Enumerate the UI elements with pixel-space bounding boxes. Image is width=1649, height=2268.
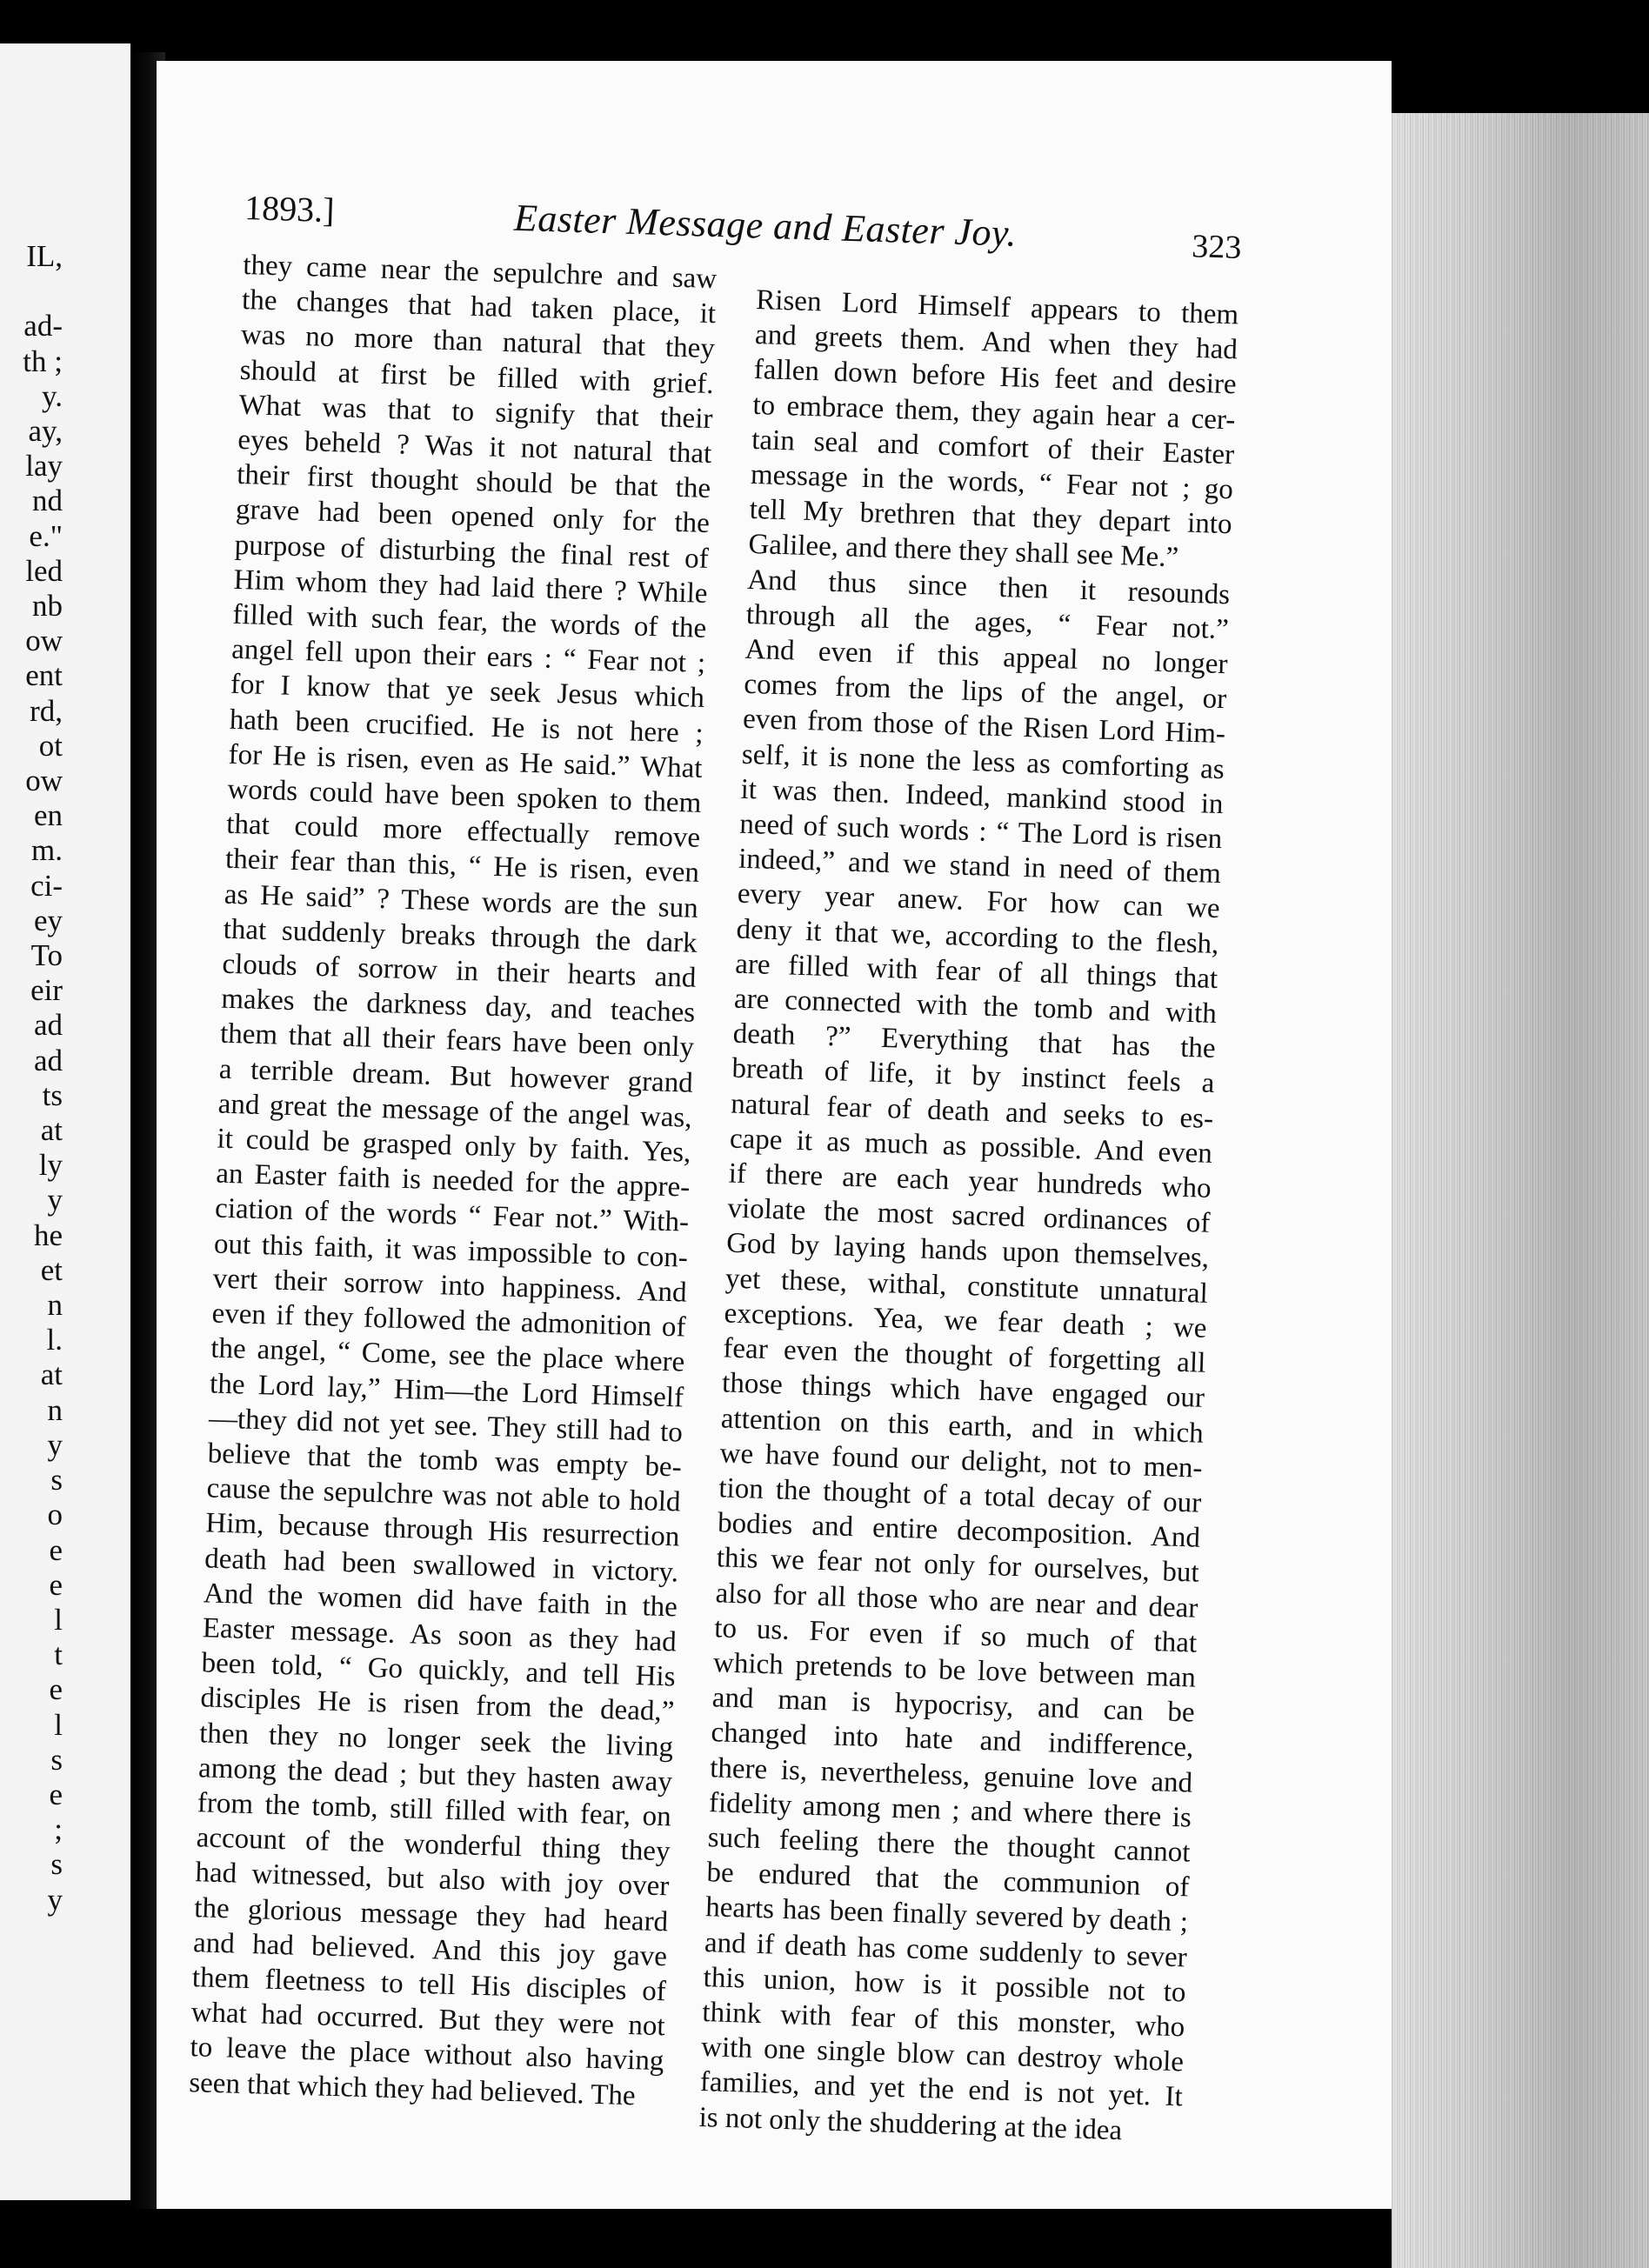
margin-fragment: s (50, 1742, 63, 1777)
text-line: need of such words : “ The Lord is risen (738, 808, 1223, 856)
text-line: hath been crucified. He is not here ; (229, 704, 704, 750)
text-line: And the women did have faith in the (203, 1578, 678, 1624)
margin-fragment: IL, (26, 239, 63, 273)
text-line: tain seal and comfort of their Easter (751, 424, 1235, 471)
text-line: the changes that had taken place, it (241, 284, 717, 330)
facing-page-margin-text (0, 239, 63, 1918)
margin-fragment: ay, (28, 414, 63, 448)
text-line: indeed,” and we stand in need of them (738, 843, 1222, 891)
text-line: are connected with the tomb and with (733, 983, 1218, 1031)
margin-fragment: ad- (23, 309, 63, 344)
text-line: attention on this earth, and in which (720, 1402, 1205, 1450)
text-line: think with fear of this monster, who (701, 1996, 1185, 2044)
text-line: comes from the lips of the angel, or (743, 669, 1227, 716)
text-line: disciples He is risen from the dead,” (199, 1682, 675, 1728)
text-line: it could be grasped only by faith. Yes, (217, 1123, 691, 1169)
text-line: God by laying hands upon themselves, (725, 1227, 1210, 1275)
margin-fragment: e." (29, 518, 63, 553)
text-line: And thus since then it resounds (746, 564, 1231, 610)
text-line: their fear than this, “ He is risen, even (224, 844, 700, 890)
text-line: for I know that ye seek Jesus which (230, 669, 705, 715)
margin-fragment: he (33, 1217, 63, 1252)
text-line: this union, how is it possible not to (703, 1961, 1187, 2009)
text-line: natural fear of death and seeks to es- (730, 1088, 1214, 1135)
text-line: makes the darkness day, and teaches (220, 983, 696, 1030)
margin-fragment: en (33, 798, 63, 833)
margin-fragment: l. (46, 1323, 63, 1357)
text-line: even if they followed the admonition of (211, 1297, 686, 1344)
margin-fragment: ad (33, 1043, 63, 1077)
margin-fragment: n (47, 1392, 63, 1427)
text-line: that suddenly breaks through the dark (223, 913, 698, 959)
text-line: tion the thought of a total decay of our (718, 1472, 1202, 1519)
margin-fragment: led (25, 553, 63, 588)
text-line: and great the message of the angel was, (217, 1088, 693, 1134)
text-line: account of the wonderful thing they (196, 1822, 671, 1868)
text-line: this we fear not only for ourselves, but (716, 1542, 1200, 1590)
text-line: Him, because through His resurrection (204, 1507, 680, 1553)
text-line: the Lord lay,” Him—the Lord Himself (209, 1367, 684, 1414)
margin-fragment: eir (30, 973, 63, 1008)
text-line: and had believed. And this joy gave (192, 1926, 668, 1973)
running-head-year: 1893.] (244, 187, 336, 230)
margin-fragment: et (40, 1252, 63, 1287)
margin-fragment: y. (42, 378, 63, 413)
text-line: deny it that we, according to the flesh, (736, 913, 1219, 960)
text-line: those things which have engaged our (721, 1367, 1205, 1415)
text-line: a terrible dream. But however grand (218, 1053, 694, 1099)
text-line: there is, nevertheless, genuine love and (709, 1751, 1193, 1799)
text-line: then they no longer seek the living (198, 1717, 674, 1763)
text-line: every year anew. For how can we (737, 878, 1221, 925)
text-line: seen that which they had believed. The (188, 2066, 637, 2111)
margin-fragment: ent (25, 658, 63, 693)
text-line: vert their sorrow into happiness. And (212, 1263, 688, 1309)
margin-fragment: e (49, 1777, 63, 1811)
margin-fragment: ow (25, 624, 63, 658)
text-line: words could have been spoken to them (226, 773, 702, 819)
margin-fragment: To (30, 938, 63, 973)
text-line: grave had been opened only for the (235, 494, 711, 540)
text-line: hearts has been finally severed by death ; (704, 1891, 1189, 1938)
margin-fragment: l (54, 1707, 63, 1742)
text-line: are filled with fear of all things that (734, 948, 1218, 995)
margin-fragment: rd, (30, 693, 63, 728)
margin-fragment: nb (32, 589, 63, 624)
text-line: filled with such fear, the words of the (231, 598, 707, 645)
text-line: changed into hate and indifference, (711, 1717, 1194, 1764)
text-line: them fleetness to tell His disciples of (191, 1962, 667, 2008)
text-line: and if death has come suddenly to sever (704, 1926, 1188, 1974)
text-line: self, it is none the less as comforting as (741, 738, 1225, 785)
text-line: be endured that the communion of (705, 1857, 1190, 1904)
margin-fragment: at (40, 1113, 63, 1148)
margin-fragment: y (47, 1427, 63, 1462)
text-line: breath of life, it by instinct feels a (731, 1053, 1215, 1100)
text-line: their first thought should be that the (236, 459, 711, 505)
margin-fragment: e (49, 1567, 63, 1602)
text-column-left (189, 248, 718, 2114)
text-line: among the dead ; but they hasten away (197, 1751, 673, 1798)
text-line: fidelity among men ; and where there is (708, 1786, 1192, 1834)
text-line: Easter message. As soon as they had (202, 1612, 678, 1658)
text-line: violate the most sacred ordinances of (726, 1192, 1211, 1240)
margin-fragment: s (50, 1847, 63, 1882)
margin-fragment: o (47, 1498, 63, 1532)
text-line: fear even the thought of forgetting all (722, 1332, 1206, 1379)
margin-fragment: n (47, 1288, 63, 1323)
text-line: families, and yet the end is not yet. It (699, 2066, 1184, 2113)
text-line: been told, “ Go quickly, and tell His (201, 1647, 676, 1693)
facing-page-edge (0, 43, 130, 2200)
text-line: purpose of disturbing the final rest of (234, 529, 710, 575)
text-line: tell My brethren that they depart into (749, 494, 1233, 541)
text-line: bodies and entire decomposition. And (717, 1507, 1201, 1554)
margin-fragment: ey (33, 903, 63, 937)
text-line: and greets them. And when they had (754, 319, 1238, 366)
margin-fragment: ci- (30, 868, 63, 903)
text-line: to us. For even if so much of that (713, 1611, 1198, 1659)
text-line: to embrace them, they again hear a cer- (752, 389, 1236, 436)
margin-fragment: y (47, 1183, 63, 1217)
text-line: what had occurred. But they were not (190, 1997, 666, 2043)
text-line: cape it as much as possible. And even (729, 1123, 1213, 1170)
text-line: the angel, “ Come, see the place where (210, 1332, 685, 1378)
text-column-right (698, 283, 1239, 2150)
text-line: —they did not yet see. They still had to (208, 1403, 684, 1449)
margin-fragment: nd (32, 484, 63, 518)
text-line: exceptions. Yea, we fear death ; we (724, 1297, 1208, 1344)
margin-fragment: ad (33, 1008, 63, 1043)
text-line: them that all their fears have been only (219, 1018, 695, 1064)
text-line: had witnessed, but also with joy over (195, 1857, 670, 1903)
margin-fragment: e (49, 1532, 63, 1567)
text-line: for He is risen, even as He said.” What (228, 738, 704, 784)
running-head-title: Easter Message and Easter Joy. (513, 196, 1018, 255)
text-line: from the tomb, still filled with fear, on (197, 1787, 672, 1833)
text-line: the glorious message they had heard (193, 1891, 669, 1938)
text-line: What was that to signify that their (238, 389, 713, 435)
page-fore-edge (1392, 113, 1649, 2268)
text-line: also for all those who are near and dear (715, 1577, 1198, 1624)
text-line: death had been swallowed in victory. (204, 1542, 679, 1589)
text-line: with one single blow can destroy whole (700, 2031, 1185, 2078)
margin-fragment: l (54, 1602, 63, 1637)
text-line: eyes beheld ? Was it not natural that (237, 424, 712, 470)
text-line: angel fell upon their ears : “ Fear not ; (230, 634, 706, 680)
text-line: message in the words, “ Fear not ; go (750, 458, 1234, 506)
text-line: if there are each year hundreds who (728, 1157, 1212, 1204)
text-line: And even if this appeal no longer (744, 633, 1229, 681)
margin-fragment: ts (42, 1077, 63, 1112)
margin-fragment: lay (25, 449, 63, 484)
margin-fragment: ly (38, 1148, 63, 1183)
margin-fragment: ot (38, 728, 63, 763)
text-line: yet these, withal, constitute unnatural (724, 1263, 1209, 1310)
text-line: that could more effectually remove (225, 808, 701, 855)
text-line: cause the sepulchre was not able to hold (206, 1472, 681, 1518)
margin-fragment: ; (54, 1812, 63, 1847)
text-line: death ?” Everything that has the (732, 1017, 1217, 1065)
text-line: clouds of sorrow in their hearts and (222, 948, 697, 994)
text-line: it was then. Indeed, mankind stood in (740, 773, 1224, 820)
margin-fragment: th ; (23, 344, 63, 378)
text-line: through all the ages, “ Fear not.” (745, 598, 1230, 646)
margin-fragment: e (49, 1672, 63, 1707)
text-line: Risen Lord Himself appears to them (755, 284, 1239, 331)
text-line: which pretends to be love between man (712, 1647, 1197, 1694)
text-line: as He said” ? These words are the sun (224, 878, 699, 924)
text-line: believe that the tomb was empty be- (207, 1438, 683, 1484)
text-line: and man is hypocrisy, and can be (711, 1682, 1196, 1729)
text-line: Galilee, and there they shall see Me.” (747, 529, 1179, 574)
text-line: Him whom they had laid there ? While (233, 564, 708, 610)
text-line: out this faith, it was impossible to con- (213, 1228, 689, 1274)
text-line: should at first be filled with grief. (239, 354, 715, 400)
margin-fragment: ow (25, 764, 63, 798)
text-line: was no more than natural that they (240, 319, 716, 365)
margin-fragment: at (40, 1357, 63, 1392)
text-line: they came near the sepulchre and saw (242, 249, 718, 296)
margin-fragment: m. (31, 833, 63, 868)
page-number: 323 (1191, 228, 1243, 267)
text-line: we have found our delight, not to men- (719, 1438, 1203, 1484)
margin-fragment: s (50, 1463, 63, 1498)
text-line: an Easter faith is needed for the appre- (215, 1157, 691, 1204)
text-line: is not only the shuddering at the idea (698, 2101, 1123, 2146)
text-line: to leave the place without also having (190, 2031, 664, 2078)
text-line: fallen down before His feet and desire (753, 354, 1238, 401)
margin-fragment: t (54, 1638, 63, 1672)
margin-fragment: y (47, 1882, 63, 1917)
text-line: ciation of the words “ Fear not.” With- (214, 1193, 690, 1239)
text-line: even from those of the Risen Lord Him- (742, 704, 1226, 750)
text-line: such feeling there the thought cannot (707, 1822, 1192, 1869)
margin-fragment (0, 274, 63, 309)
